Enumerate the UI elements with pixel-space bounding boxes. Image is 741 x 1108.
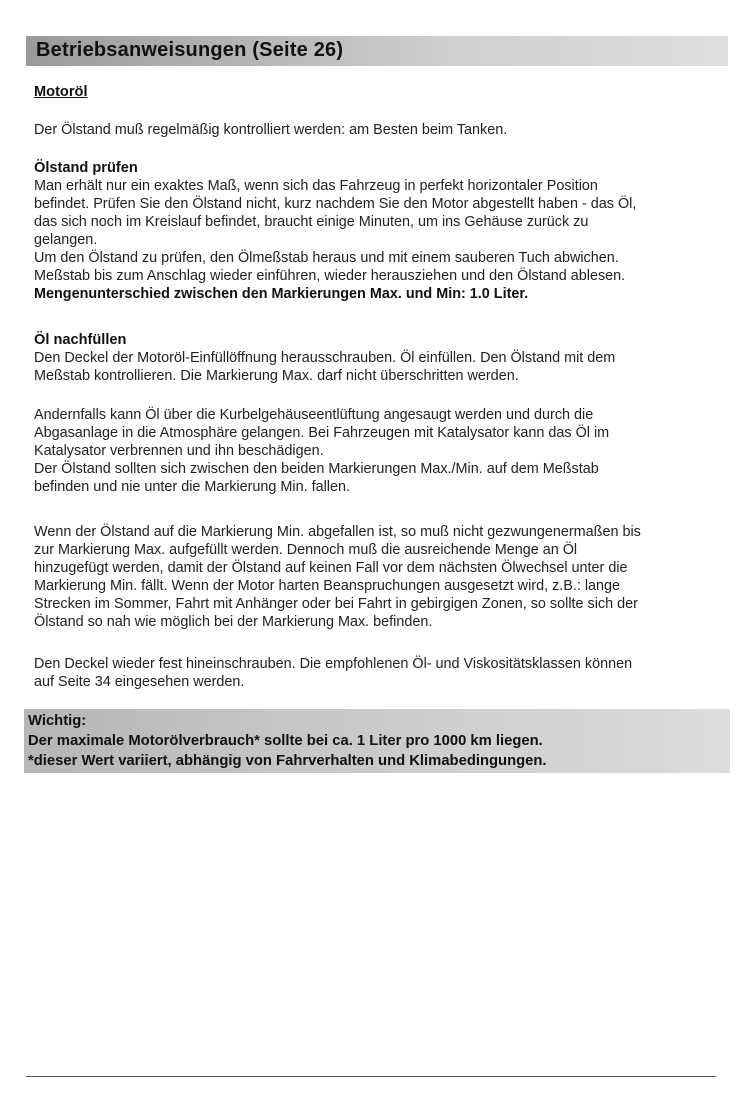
- section-title-motoroel: Motoröl: [34, 84, 88, 100]
- section-oelstand-pruefen: [34, 159, 724, 303]
- text-line: das sich noch im Kreislauf befindet, braucht einige Minuten, um ins Gehäuse zurück zu: [34, 214, 589, 230]
- important-notice: [28, 711, 728, 771]
- important-line-consumption: Der maximale Motorölverbrauch* sollte bei ca. 1 Liter pro 1000 km liegen.: [28, 733, 543, 749]
- text-line: Abgasanlage in die Atmosphäre gelangen. Bei Fahrzeugen mit Katalysator kann das Öl im: [34, 425, 610, 441]
- text-line: hinzugefügt werden, damit der Ölstand auf keinen Fall vor dem nächsten Ölwechsel unter die: [34, 560, 628, 576]
- paragraph-wenn: [34, 523, 724, 631]
- section-oel-nachfuellen: [34, 331, 724, 385]
- text-line: zur Markierung Max. aufgefüllt werden. Dennoch muß die ausreichende Menge an Öl: [34, 542, 578, 558]
- text-line: Katalysator verbrennen und ihn beschädigen.: [34, 443, 324, 459]
- footer-divider: [26, 1076, 716, 1077]
- text-line: Meßstab bis zum Anschlag wieder einführen, wieder herausziehen und den Ölstand ablesen.: [34, 268, 626, 284]
- section-title-nachfuellen: Öl nachfüllen: [34, 332, 127, 348]
- text-line: Ölstand so nah wie möglich bei der Markierung Max. befinden.: [34, 614, 433, 630]
- text-line: Wenn der Ölstand auf die Markierung Min. abgefallen ist, so muß nicht gezwungenermaßen bis: [34, 524, 641, 540]
- text-line: Markierung Min. fällt. Wenn der Motor harten Beanspruchungen ausgesetzt wird, z.B.: lange: [34, 578, 621, 594]
- section-motoroel: [34, 83, 724, 101]
- text-line: Man erhält nur ein exaktes Maß, wenn sich das Fahrzeug in perfekt horizontaler Position: [34, 178, 598, 194]
- intro-paragraph: [34, 121, 724, 139]
- paragraph-deckel: [34, 655, 724, 691]
- text-line: Um den Ölstand zu prüfen, den Ölmeßstab heraus und mit einem sauberen Tuch abwichen.: [34, 250, 619, 266]
- text-line: auf Seite 34 eingesehen werden.: [34, 674, 245, 690]
- important-line-footnote: *dieser Wert variiert, abhängig von Fahrverhalten und Klimabedingungen.: [28, 753, 547, 769]
- page-title: Betriebsanweisungen (Seite 26): [36, 39, 344, 61]
- bold-note: Mengenunterschied zwischen den Markierungen Max. und Min: 1.0 Liter.: [34, 286, 529, 302]
- intro-text: Der Ölstand muß regelmäßig kontrolliert werden: am Besten beim Tanken.: [34, 122, 508, 138]
- text-line: Meßstab kontrollieren. Die Markierung Max. darf nicht überschritten werden.: [34, 368, 519, 384]
- text-line: Andernfalls kann Öl über die Kurbelgehäuseentlüftung angesaugt werden und durch die: [34, 407, 594, 423]
- text-line: Den Deckel wieder fest hineinschrauben. Die empfohlenen Öl- und Viskositätsklassen können: [34, 656, 633, 672]
- paragraph-andernfalls: [34, 406, 724, 496]
- text-line: befinden und nie unter die Markierung Min. fallen.: [34, 479, 350, 495]
- text-line: Strecken im Sommer, Fahrt mit Anhänger oder bei Fahrt in gebirgigen Zonen, so sollte sich der: [34, 596, 638, 612]
- text-line: gelangen.: [34, 232, 98, 248]
- section-title-pruefen: Ölstand prüfen: [34, 160, 138, 176]
- text-line: Den Deckel der Motoröl-Einfüllöffnung herausschrauben. Öl einfüllen. Den Ölstand mit dem: [34, 350, 616, 366]
- text-line: Der Ölstand sollten sich zwischen den beiden Markierungen Max./Min. auf dem Meßstab: [34, 461, 599, 477]
- important-label: Wichtig:: [28, 713, 87, 729]
- text-line: befindet. Prüfen Sie den Ölstand nicht, kurz nachdem Sie den Motor abgestellt haben - das Öl,: [34, 196, 637, 212]
